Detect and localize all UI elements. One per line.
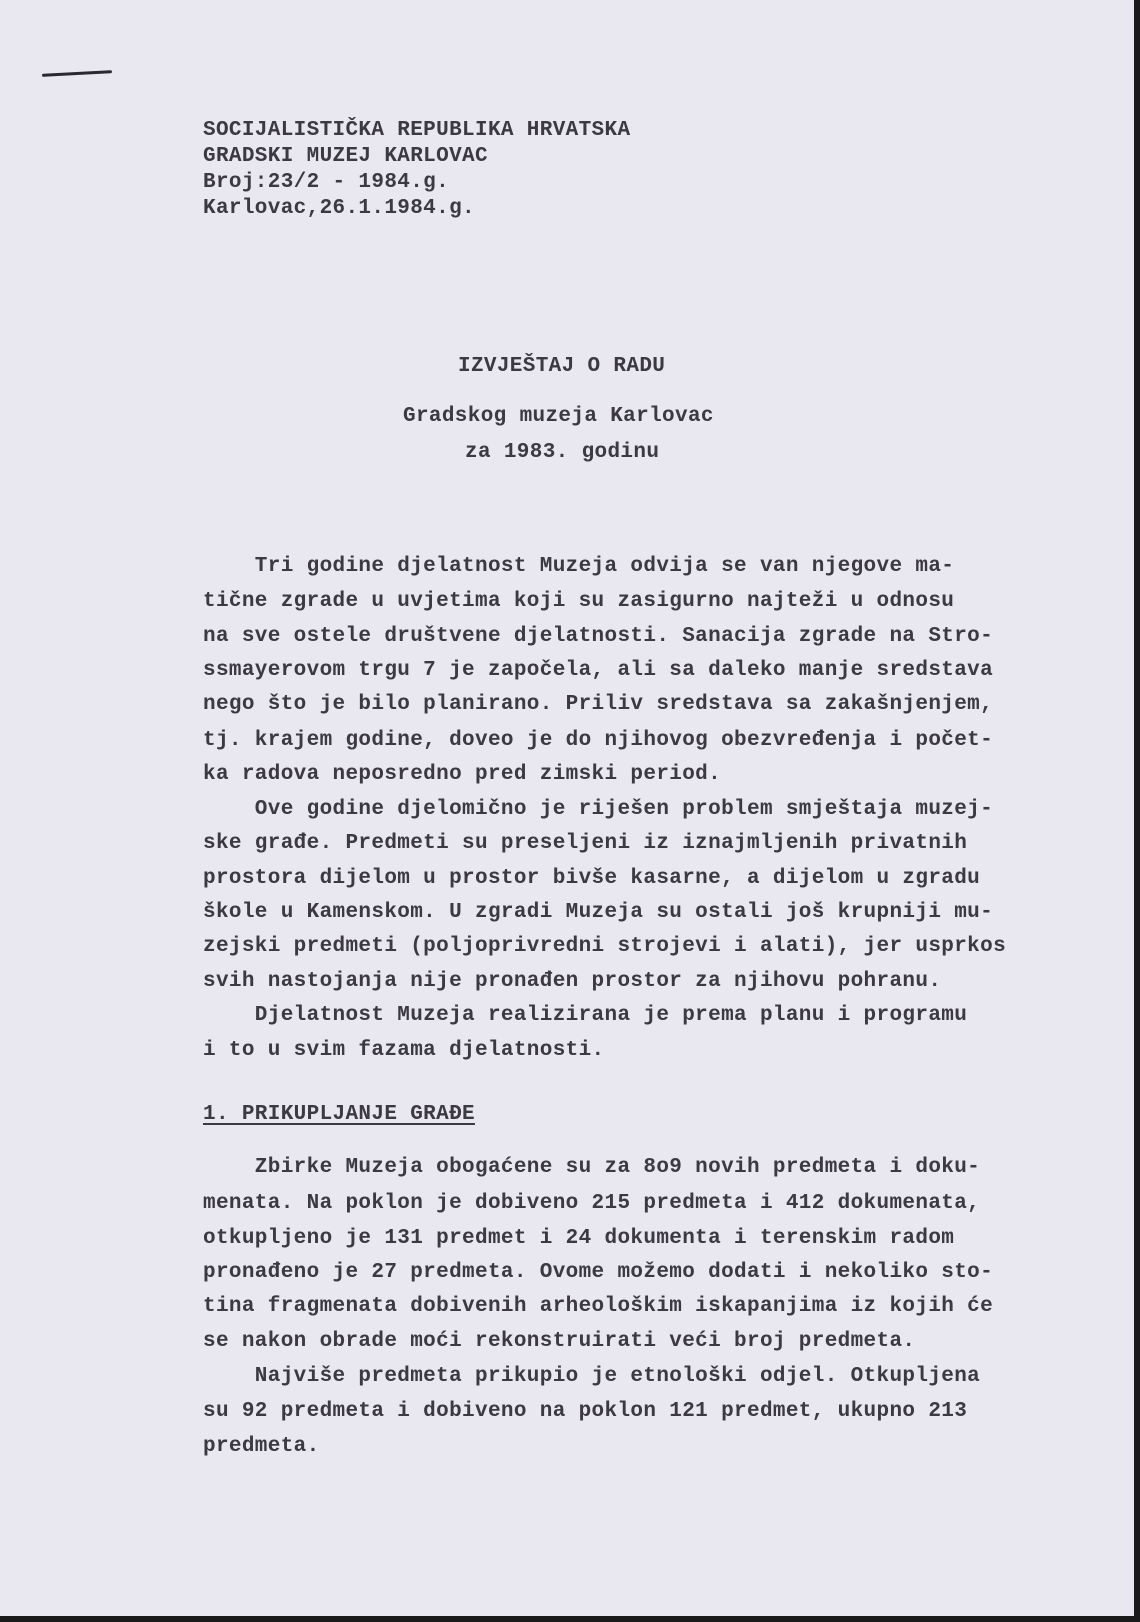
section-heading: 1. PRIKUPLJANJE GRAĐE xyxy=(203,1103,475,1126)
body-line: Tri godine djelatnost Muzeja odvija se van njegove ma- xyxy=(203,555,955,578)
body-line: ka radova neposredno pred zimski period. xyxy=(203,763,722,786)
body-line: zejski predmeti (poljoprivredni strojevi i alati), jer usprkos xyxy=(203,935,1007,958)
body-line: tične zgrade u uvjetima koji su zasigurno najteži u odnosu xyxy=(203,590,955,613)
header-reference-number: Broj:23/2 - 1984.g. xyxy=(203,171,450,194)
section-line: tina fragmenata dobivenih arheološkim iskapanjima iz kojih će xyxy=(203,1295,994,1318)
section-line: su 92 predmeta i dobiveno na poklon 121 predmet, ukupno 213 xyxy=(203,1400,968,1423)
report-subtitle-museum: Gradskog muzeja Karlovac xyxy=(403,405,714,428)
section-line: menata. Na poklon je dobiveno 215 predmeta i 412 dokumenata, xyxy=(203,1192,981,1215)
scan-edge-right xyxy=(1134,0,1140,1622)
header-museum: GRADSKI MUZEJ KARLOVAC xyxy=(203,145,488,168)
body-line: škole u Kamenskom. U zgradi Muzeja su ostali još krupniji mu- xyxy=(203,901,994,924)
header-institution: SOCIJALISTIČKA REPUBLIKA HRVATSKA xyxy=(203,119,631,142)
body-line: prostora dijelom u prostor bivše kasarne, a dijelom u zgradu xyxy=(203,867,981,890)
body-line: i to u svim fazama djelatnosti. xyxy=(203,1039,605,1062)
body-line: svih nastojanja nije pronađen prostor za njihovu pohranu. xyxy=(203,970,942,993)
section-line: Najviše predmeta prikupio je etnološki odjel. Otkupljena xyxy=(203,1365,981,1388)
body-line: nego što je bilo planirano. Priliv sredstava sa zakašnjenjem, xyxy=(203,693,994,716)
report-title: IZVJEŠTAJ O RADU xyxy=(458,355,666,378)
body-line: ske građe. Predmeti su preseljeni iz iznajmljenih privatnih xyxy=(203,832,968,855)
report-subtitle-year: za 1983. godinu xyxy=(465,441,660,464)
section-line: se nakon obrade moći rekonstruirati veći broj predmeta. xyxy=(203,1330,916,1353)
section-line: otkupljeno je 131 predmet i 24 dokumenta i terenskim radom xyxy=(203,1227,955,1250)
section-line: pronađeno je 27 predmeta. Ovome možemo dodati i nekoliko sto- xyxy=(203,1261,994,1284)
section-line: predmeta. xyxy=(203,1435,320,1458)
body-line: Ove godine djelomično je riješen problem smještaja muzej- xyxy=(203,798,994,821)
header-place-date: Karlovac,26.1.1984.g. xyxy=(203,197,475,220)
body-line: tj. krajem godine, doveo je do njihovog obezvređenja i počet- xyxy=(203,729,994,752)
section-line: Zbirke Muzeja obogaćene su za 8o9 novih predmeta i doku- xyxy=(203,1156,981,1179)
body-line: ssmayerovom trgu 7 je započela, ali sa daleko manje sredstava xyxy=(203,659,994,682)
body-line: Djelatnost Muzeja realizirana je prema planu i programu xyxy=(203,1004,968,1027)
pen-mark xyxy=(42,70,112,77)
scan-edge-bottom xyxy=(0,1616,1140,1622)
body-line: na sve ostele društvene djelatnosti. Sanacija zgrade na Stro- xyxy=(203,625,994,648)
